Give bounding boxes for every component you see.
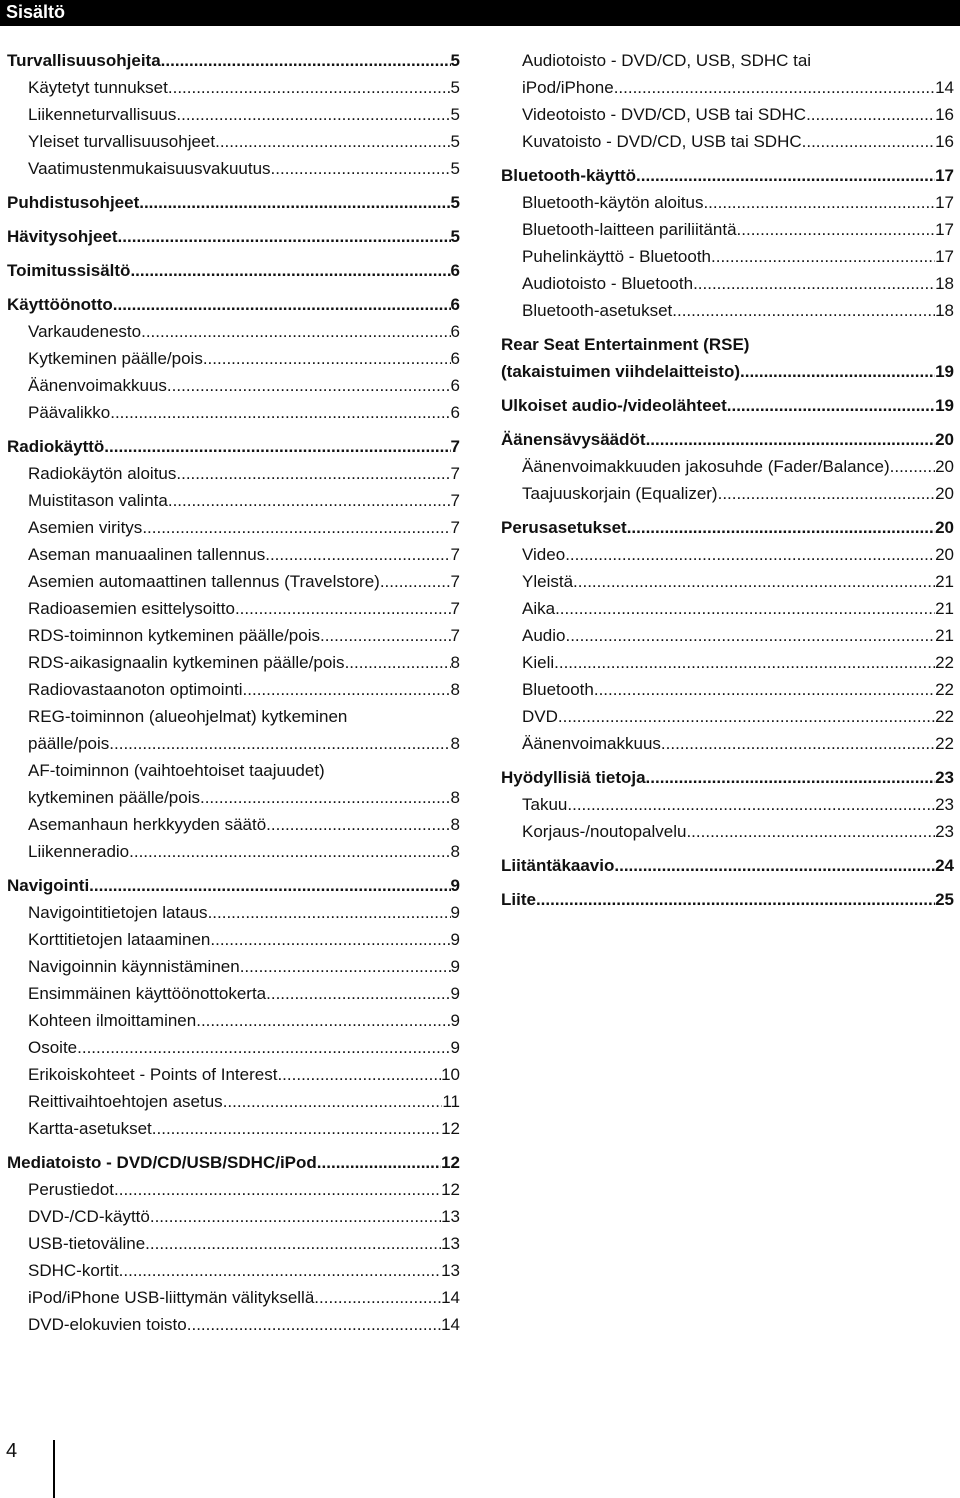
toc-entry-title: Korttitietojen lataaminen [28, 930, 211, 949]
toc-entry[interactable] [7, 128, 460, 155]
toc-entry[interactable] [7, 811, 460, 838]
toc-entry-page: 20 [935, 518, 954, 537]
toc-leader-dots [110, 399, 450, 426]
toc-entry[interactable] [501, 189, 954, 216]
toc-leader-dots [119, 1257, 441, 1284]
toc-entry-title: Liite [501, 890, 536, 909]
toc-leader-dots [77, 1034, 450, 1061]
toc-section[interactable] [7, 1149, 460, 1176]
toc-entry-title: SDHC-kortit [28, 1261, 119, 1280]
toc-entry[interactable] [7, 1311, 460, 1338]
toc-entry-title-cont: (takaistuimen viihdelaitteisto) [501, 362, 740, 381]
toc-entry[interactable] [501, 791, 954, 818]
toc-leader-dots [168, 74, 451, 101]
toc-leader-dots [614, 852, 935, 879]
toc-entry-page: 12 [441, 1153, 460, 1172]
toc-leader-dots [737, 216, 936, 243]
toc-entry-page: 17 [935, 193, 954, 212]
toc-entry-page: 6 [450, 295, 460, 314]
toc-section[interactable] [7, 47, 460, 74]
toc-leader-dots [536, 886, 935, 913]
toc-entry-page: 18 [935, 301, 954, 320]
toc-entry-title: Asemien automaattinen tallennus (Travelstore) [28, 572, 380, 591]
toc-entry-page: 23 [935, 822, 954, 841]
toc-entry-page: 21 [935, 572, 954, 591]
toc-leader-dots [727, 392, 935, 419]
toc-entry-title: USB-tietoväline [28, 1234, 146, 1253]
toc-entry[interactable] [7, 838, 460, 865]
toc-entry-title: Asemien viritys [28, 518, 143, 537]
toc-entry-page: 22 [935, 653, 954, 672]
toc-leader-dots [114, 1176, 441, 1203]
toc-entry-title: Hävitysohjeet [7, 227, 118, 246]
toc-entry[interactable] [7, 318, 460, 345]
toc-entry-page: 8 [450, 842, 460, 861]
page-number: 4 [6, 1440, 18, 1462]
toc-entry-title: Radiovastaanoton optimointi [28, 680, 243, 699]
toc-entry-page: 9 [450, 930, 460, 949]
toc-leader-dots [661, 730, 935, 757]
toc-entry-page: 20 [935, 484, 954, 503]
toc-entry[interactable] [501, 676, 954, 703]
toc-leader-dots [266, 980, 450, 1007]
toc-entry[interactable] [501, 649, 954, 676]
toc-entry-page: 19 [935, 396, 954, 415]
toc-leader-dots [200, 784, 451, 811]
toc-entry[interactable] [7, 399, 460, 426]
toc-entry-page: 13 [441, 1207, 460, 1226]
toc-entry[interactable] [501, 270, 954, 297]
toc-leader-dots [118, 223, 451, 250]
toc-section[interactable] [501, 886, 954, 913]
toc-entry-title: AF-toiminnon (vaihtoehtoiset taajuudet) [28, 761, 325, 780]
toc-leader-dots [594, 676, 935, 703]
toc-leader-dots [567, 791, 935, 818]
toc-entry[interactable] [7, 1230, 460, 1257]
toc-entry-title: Ulkoiset audio-/videolähteet [501, 396, 727, 415]
toc-leader-dots [196, 1007, 450, 1034]
toc-entry[interactable] [501, 568, 954, 595]
toc-entry[interactable] [7, 757, 460, 811]
toc-leader-dots [187, 1311, 441, 1338]
toc-leader-dots [554, 649, 935, 676]
toc-leader-dots [208, 899, 451, 926]
toc-leader-dots [265, 541, 450, 568]
toc-leader-dots [203, 345, 451, 372]
toc-entry-page: 8 [450, 788, 460, 807]
toc-entry[interactable] [7, 980, 460, 1007]
toc-leader-dots [627, 514, 935, 541]
toc-entry[interactable] [7, 622, 460, 649]
toc-entry-page: 7 [450, 518, 460, 537]
toc-leader-dots [711, 243, 935, 270]
toc-leader-dots [693, 270, 935, 297]
toc-entry-page: 22 [935, 707, 954, 726]
toc-entry-page: 23 [935, 768, 954, 787]
toc-entry-title: Puhdistusohjeet [7, 193, 140, 212]
toc-entry-title: Vaatimustenmukaisuusvakuutus [28, 159, 271, 178]
toc-leader-dots [314, 1284, 441, 1311]
toc-entry[interactable] [501, 730, 954, 757]
page-title: Sisältö [6, 2, 66, 22]
toc-entry-title: Osoite [28, 1038, 78, 1057]
toc-entry[interactable] [7, 1284, 460, 1311]
toc-entry[interactable] [7, 372, 460, 399]
toc-entry-page: 18 [935, 274, 954, 293]
toc-leader-dots [380, 568, 451, 595]
toc-entry-title: DVD [522, 707, 558, 726]
toc-entry-title: Perusasetukset [501, 518, 627, 537]
toc-entry-title: Päävalikko [28, 403, 111, 422]
toc-entry[interactable] [7, 649, 460, 676]
toc-leader-dots [802, 128, 935, 155]
toc-entry-page: 9 [450, 903, 460, 922]
toc-entry-title: Kohteen ilmoittaminen [28, 1011, 197, 1030]
toc-leader-dots [89, 872, 450, 899]
toc-entry-page: 9 [450, 1011, 460, 1030]
toc-entry-title: Videotoisto - DVD/CD, USB tai SDHC [522, 105, 807, 124]
toc-entry-title: Yleiset turvallisuusohjeet [28, 132, 216, 151]
toc-entry[interactable] [7, 101, 460, 128]
toc-section[interactable] [7, 433, 460, 460]
toc-section[interactable] [7, 257, 460, 284]
toc-entry-page: 8 [450, 680, 460, 699]
toc-entry-title: Erikoiskohteet - Points of Interest [28, 1065, 278, 1084]
toc-entry[interactable] [7, 514, 460, 541]
toc-entry-title: Audiotoisto - Bluetooth [522, 274, 694, 293]
toc-section[interactable] [501, 852, 954, 879]
toc-entry[interactable] [7, 155, 460, 182]
toc-leader-dots [672, 297, 935, 324]
toc-entry-title: Hyödyllisiä tietoja [501, 768, 646, 787]
toc-entry-title: Liikenneturvallisuus [28, 105, 177, 124]
toc-entry[interactable] [7, 926, 460, 953]
toc-entry-page: 7 [450, 464, 460, 483]
toc-leader-dots [223, 1088, 443, 1115]
toc-entry-title: Rear Seat Entertainment (RSE) [501, 335, 750, 354]
toc-entry-title: Perustiedot [28, 1180, 114, 1199]
toc-entry-page: 5 [450, 51, 460, 70]
toc-leader-dots [145, 1230, 441, 1257]
toc-leader-dots [139, 189, 450, 216]
toc-entry-page: 19 [935, 362, 954, 381]
toc-leader-dots [243, 676, 451, 703]
toc-entry-page: 14 [441, 1288, 460, 1307]
toc-leader-dots [565, 622, 935, 649]
toc-entry-title: Liitäntäkaavio [501, 856, 615, 875]
toc-entry-title: Video [522, 545, 566, 564]
toc-entry-page: 6 [450, 261, 460, 280]
toc-entry-page: 6 [450, 376, 460, 395]
toc-entry-page: 20 [935, 545, 954, 564]
toc-entry-title: Käytetyt tunnukset [28, 78, 168, 97]
toc-entry-title: Äänensävysäädöt [501, 430, 646, 449]
toc-leader-dots [168, 487, 451, 514]
toc-entry-title: DVD-/CD-käyttö [28, 1207, 150, 1226]
toc-entry-title: Aika [522, 599, 556, 618]
toc-leader-dots [271, 155, 451, 182]
toc-entry-title: Radioasemien esittelysoitto [28, 599, 235, 618]
toc-entry-page: 13 [441, 1261, 460, 1280]
toc-entry-title: REG-toiminnon (alueohjelmat) kytkeminen [28, 707, 348, 726]
toc-entry-title: Bluetooth-laitteen pariliitäntä [522, 220, 737, 239]
toc-entry-title: Navigointi [7, 876, 90, 895]
toc-column-right [501, 47, 954, 913]
toc-entry-page: 8 [450, 653, 460, 672]
toc-entry-title: Audiotoisto - DVD/CD, USB, SDHC tai [522, 51, 812, 70]
toc-entry[interactable] [7, 460, 460, 487]
toc-entry[interactable] [7, 487, 460, 514]
toc-entry-page: 5 [450, 78, 460, 97]
toc-entry[interactable] [501, 703, 954, 730]
toc-entry-title: Kuvatoisto - DVD/CD, USB tai SDHC [522, 132, 802, 151]
toc-leader-dots [740, 358, 935, 385]
header-bar [0, 0, 960, 26]
toc-column-left [7, 47, 460, 1338]
toc-entry-page: 6 [450, 403, 460, 422]
toc-entry[interactable] [501, 595, 954, 622]
toc-entry-page: 7 [450, 599, 460, 618]
toc-entry-title: Bluetooth-käytön aloitus [522, 193, 704, 212]
toc-entry-page: 14 [441, 1315, 460, 1334]
toc-leader-dots [345, 649, 451, 676]
toc-entry[interactable] [7, 1088, 460, 1115]
toc-entry[interactable] [7, 953, 460, 980]
toc-entry-title: Toimitussisältö [7, 261, 131, 280]
toc-entry[interactable] [7, 676, 460, 703]
toc-entry-title: Aseman manuaalinen tallennus [28, 545, 266, 564]
toc-entry-page: 11 [442, 1092, 460, 1111]
toc-leader-dots [890, 453, 935, 480]
toc-entry-page: 12 [441, 1180, 460, 1199]
toc-entry-page: 23 [935, 795, 954, 814]
toc-entry-page: 5 [450, 159, 460, 178]
toc-entry-title: Äänenvoimakkuuden jakosuhde (Fader/Balance) [522, 457, 890, 476]
toc-entry-page: 17 [935, 220, 954, 239]
toc-entry-title: DVD-elokuvien toisto [28, 1315, 187, 1334]
toc-entry-title: Taajuuskorjain (Equalizer) [522, 484, 718, 503]
toc-leader-dots [109, 730, 450, 757]
toc-entry-page: 8 [450, 815, 460, 834]
toc-entry-title: Bluetooth-käyttö [501, 166, 637, 185]
toc-section[interactable] [501, 426, 954, 453]
toc-entry-page: 25 [935, 890, 954, 909]
toc-entry-page: 6 [450, 322, 460, 341]
toc-leader-dots [686, 818, 935, 845]
toc-entry-title: Bluetooth [522, 680, 594, 699]
toc-leader-dots [565, 541, 935, 568]
toc-leader-dots [636, 162, 935, 189]
toc-entry-page: 5 [450, 227, 460, 246]
toc-entry[interactable] [7, 703, 460, 757]
toc-entry-title: Muistitason valinta [28, 491, 168, 510]
toc-entry-title: Ensimmäinen käyttöönottokerta [28, 984, 267, 1003]
toc-entry-page: 9 [450, 1038, 460, 1057]
toc-entry-page: 16 [935, 105, 954, 124]
toc-entry-page: 16 [935, 132, 954, 151]
toc-entry-title: Radiokäyttö [7, 437, 105, 456]
toc-entry-page: 13 [441, 1234, 460, 1253]
toc-leader-dots [614, 74, 935, 101]
toc-entry-page: 7 [450, 572, 460, 591]
toc-leader-dots [176, 101, 450, 128]
toc-leader-dots [210, 926, 450, 953]
toc-section[interactable] [7, 223, 460, 250]
toc-entry-page: 9 [450, 957, 460, 976]
toc-entry[interactable] [7, 568, 460, 595]
toc-entry[interactable] [501, 541, 954, 568]
toc-leader-dots [215, 128, 450, 155]
footer-divider [53, 1440, 55, 1498]
toc-entry[interactable] [501, 480, 954, 507]
toc-entry[interactable] [7, 899, 460, 926]
toc-entry[interactable] [501, 128, 954, 155]
toc-leader-dots [646, 764, 936, 791]
toc-section[interactable] [7, 872, 460, 899]
toc-entry[interactable] [501, 216, 954, 243]
toc-entry-page: 6 [450, 349, 460, 368]
toc-entry-title: Yleistä [522, 572, 574, 591]
toc-section[interactable] [501, 392, 954, 419]
toc-entry[interactable] [7, 541, 460, 568]
toc-leader-dots [317, 1149, 441, 1176]
toc-entry-page: 20 [935, 430, 954, 449]
toc-entry-page: 24 [935, 856, 954, 875]
toc-entry-title-cont: iPod/iPhone [522, 78, 614, 97]
toc-entry-page: 12 [441, 1119, 460, 1138]
toc-entry[interactable] [501, 818, 954, 845]
toc-entry-title: iPod/iPhone USB-liittymän välityksellä [28, 1288, 315, 1307]
toc-entry[interactable] [7, 1034, 460, 1061]
toc-entry-page: 22 [935, 734, 954, 753]
toc-entry-title: Asemanhaun herkkyyden säätö [28, 815, 267, 834]
toc-leader-dots [150, 1203, 441, 1230]
toc-entry[interactable] [7, 1061, 460, 1088]
toc-entry[interactable] [501, 101, 954, 128]
toc-entry-page: 7 [450, 437, 460, 456]
toc-leader-dots [130, 257, 450, 284]
toc-entry-title: Navigointitietojen lataus [28, 903, 208, 922]
toc-entry[interactable] [7, 1007, 460, 1034]
toc-entry[interactable] [7, 595, 460, 622]
toc-entry-title: Kieli [522, 653, 555, 672]
toc-entry-page: 5 [450, 193, 460, 212]
toc-section[interactable] [501, 162, 954, 189]
toc-entry-title: Turvallisuusohjeita [7, 51, 161, 70]
toc-entry-page: 20 [935, 457, 954, 476]
toc-entry[interactable] [7, 1203, 460, 1230]
toc-leader-dots [129, 838, 450, 865]
toc-entry-page: 14 [935, 78, 954, 97]
toc-entry[interactable] [7, 1115, 460, 1142]
toc-entry[interactable] [501, 297, 954, 324]
toc-entry-title: Radiokäytön aloitus [28, 464, 177, 483]
toc-leader-dots [558, 703, 935, 730]
toc-leader-dots [277, 1061, 441, 1088]
toc-entry[interactable] [501, 47, 954, 101]
toc-entry-title: Liikenneradio [28, 842, 130, 861]
toc-entry-title: Kytkeminen päälle/pois [28, 349, 203, 368]
toc-leader-dots [646, 426, 936, 453]
toc-entry-title: Audio [522, 626, 566, 645]
toc-entry[interactable] [7, 1257, 460, 1284]
toc-entry[interactable] [7, 1176, 460, 1203]
toc-entry-title: Puhelinkäyttö - Bluetooth [522, 247, 712, 266]
toc-entry-title: RDS-toiminnon kytkeminen päälle/pois [28, 626, 320, 645]
toc-section[interactable] [501, 514, 954, 541]
toc-leader-dots [555, 595, 935, 622]
toc-leader-dots [141, 318, 450, 345]
toc-section[interactable] [501, 764, 954, 791]
toc-leader-dots [806, 101, 935, 128]
toc-leader-dots [235, 595, 451, 622]
toc-leader-dots [113, 291, 451, 318]
toc-entry-page: 21 [935, 599, 954, 618]
toc-entry[interactable] [501, 622, 954, 649]
toc-entry-title: Bluetooth-asetukset [522, 301, 673, 320]
toc-leader-dots [703, 189, 935, 216]
toc-entry-page: 5 [450, 105, 460, 124]
toc-entry-title: Navigoinnin käynnistäminen [28, 957, 240, 976]
toc-entry-title: Käyttöönotto [7, 295, 113, 314]
toc-entry-title: Takuu [522, 795, 568, 814]
toc-entry-page: 17 [935, 247, 954, 266]
toc-entry-page: 9 [450, 984, 460, 1003]
toc-entry[interactable] [501, 243, 954, 270]
toc-leader-dots [161, 47, 451, 74]
toc-entry-title: Reittivaihtoehtojen asetus [28, 1092, 223, 1111]
toc-entry-page: 17 [935, 166, 954, 185]
toc-entry-title: Mediatoisto - DVD/CD/USB/SDHC/iPod [7, 1153, 317, 1172]
toc-entry-page: 7 [450, 545, 460, 564]
toc-section[interactable] [7, 291, 460, 318]
toc-entry-title-cont: päälle/pois [28, 734, 110, 753]
toc-section[interactable] [7, 189, 460, 216]
toc-entry-title: Äänenvoimakkuus [28, 376, 167, 395]
toc-leader-dots [104, 433, 450, 460]
toc-entry-page: 21 [935, 626, 954, 645]
toc-entry-page: 22 [935, 680, 954, 699]
toc-leader-dots [142, 514, 450, 541]
toc-entry[interactable] [7, 74, 460, 101]
toc-entry[interactable] [7, 345, 460, 372]
toc-entry-page: 9 [450, 876, 460, 895]
toc-entry-title-cont: kytkeminen päälle/pois [28, 788, 200, 807]
toc-leader-dots [573, 568, 935, 595]
toc-entry-page: 7 [450, 626, 460, 645]
toc-entry[interactable] [501, 453, 954, 480]
toc-leader-dots [320, 622, 451, 649]
toc-leader-dots [718, 480, 935, 507]
toc-entry-page: 7 [450, 491, 460, 510]
toc-entry-title: Korjaus-/noutopalvelu [522, 822, 687, 841]
toc-entry-title: RDS-aikasignaalin kytkeminen päälle/pois [28, 653, 345, 672]
toc-entry-page: 8 [450, 734, 460, 753]
toc-entry-page: 10 [441, 1065, 460, 1084]
toc-leader-dots [266, 811, 450, 838]
toc-section[interactable] [501, 331, 954, 385]
toc-entry-title: Kartta-asetukset [28, 1119, 152, 1138]
toc-leader-dots [176, 460, 450, 487]
toc-entry-page: 5 [450, 132, 460, 151]
toc-entry-title: Varkaudenesto [28, 322, 142, 341]
toc-leader-dots [152, 1115, 441, 1142]
toc-leader-dots [167, 372, 451, 399]
toc-leader-dots [240, 953, 451, 980]
toc-entry-title: Äänenvoimakkuus [522, 734, 661, 753]
